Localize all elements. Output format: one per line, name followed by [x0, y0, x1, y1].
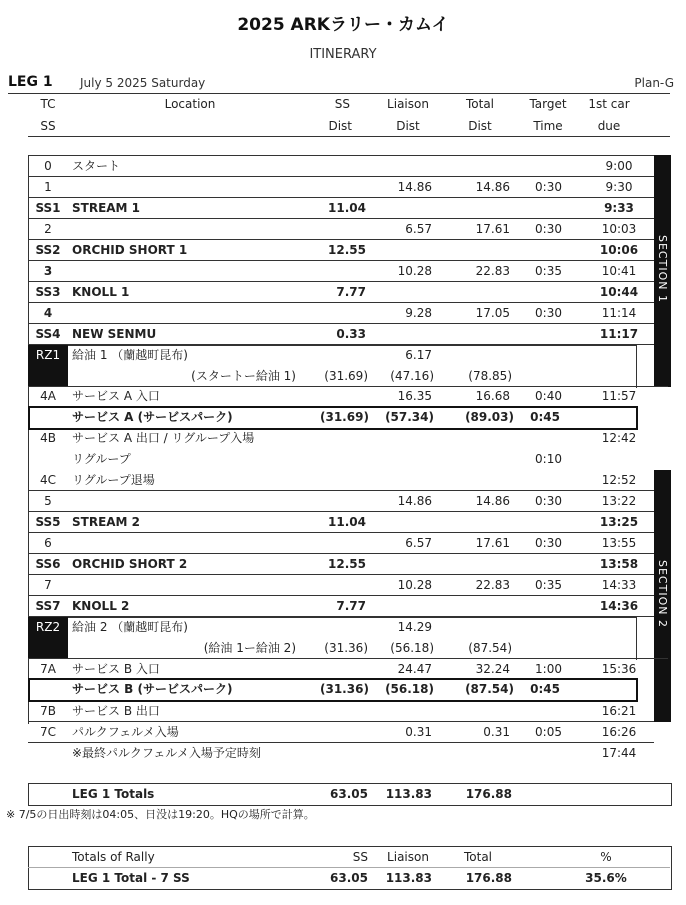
cell-fc: 13:55	[601, 536, 637, 550]
cell-ss	[324, 491, 366, 512]
table-row	[28, 449, 654, 470]
leg-totals-liaison: 113.83	[385, 787, 432, 801]
cell-li	[382, 596, 432, 617]
cell-li: 14.86	[397, 180, 432, 194]
table-row	[28, 659, 654, 680]
cell-tc: 4B	[40, 431, 56, 445]
cell-tc: 7A	[40, 662, 56, 676]
cell-ta: 0:30	[535, 536, 562, 550]
table-row	[28, 240, 654, 261]
cell-tc: SS6	[35, 557, 61, 571]
cell-to	[460, 554, 510, 575]
cell-fc: 10:03	[601, 222, 637, 236]
service-b-total: (87.54)	[465, 682, 514, 696]
cell-tc: 7B	[40, 704, 56, 718]
cell-ss	[324, 743, 366, 764]
service-a-location: サービス A (サービスパーク)	[72, 410, 233, 424]
cell-ss	[324, 261, 366, 282]
cell-ta	[528, 512, 562, 533]
service-b-location: サービス B (サービスパーク)	[72, 682, 233, 696]
cell-ta: 0:40	[535, 389, 562, 403]
leg-totals-total: 176.88	[465, 787, 512, 801]
rz1-location: 給油 1 （蘭越町昆布)	[72, 348, 188, 362]
cell-to: 17.61	[475, 536, 510, 550]
cell-ta: 0:10	[535, 452, 562, 466]
cell-li	[382, 743, 432, 764]
rz2-location: 給油 2 （蘭越町昆布)	[72, 620, 188, 634]
cell-to	[460, 324, 510, 345]
cell-loc	[72, 177, 322, 198]
table-row	[28, 596, 654, 617]
cell-li	[382, 701, 432, 722]
leg-totals-label: LEG 1 Totals	[72, 787, 155, 801]
cell-ta: 0:30	[535, 222, 562, 236]
table-row	[28, 324, 654, 345]
service-a-ss: (31.69)	[320, 410, 369, 424]
cell-tc: 7C	[39, 725, 56, 739]
rally-totals-label: LEG 1 Total - 7 SS	[72, 871, 190, 885]
cell-ss: 12.55	[328, 557, 366, 571]
cell-loc: STREAM 1	[72, 201, 141, 215]
cell-ss	[324, 177, 366, 198]
header-total: Total	[465, 97, 495, 111]
table-row	[28, 219, 654, 240]
leg-totals-ss: 63.05	[330, 787, 368, 801]
cell-fc: 14:33	[601, 578, 637, 592]
service-b-liaison: (56.18)	[385, 682, 434, 696]
table-row	[28, 575, 654, 596]
cell-li	[382, 470, 432, 491]
cell-ss	[324, 470, 366, 491]
cell-fc: 9:30	[605, 180, 633, 194]
table-row	[28, 303, 654, 324]
cell-to	[460, 198, 510, 219]
rally-totals-header-liaison: Liaison	[387, 850, 429, 864]
cell-ss	[324, 219, 366, 240]
header-tc: TC	[40, 97, 56, 111]
cell-ta	[528, 324, 562, 345]
service-a-liaison: (57.34)	[385, 410, 434, 424]
cell-li: 9.28	[405, 306, 432, 320]
cell-tc: SS3	[35, 285, 61, 299]
cell-loc: ※最終パルクフェルメ入場予定時刻	[72, 746, 261, 760]
cell-to	[460, 596, 510, 617]
table-row	[28, 470, 654, 491]
cell-tc: 6	[44, 536, 52, 550]
cell-ta	[528, 198, 562, 219]
section-2-bar	[654, 470, 671, 722]
rz2-tc: RZ2	[35, 620, 61, 634]
cell-ta	[528, 701, 562, 722]
cell-fc: 13:22	[601, 494, 637, 508]
header-bottom-rule	[28, 136, 670, 137]
cell-fc: 10:44	[599, 285, 639, 299]
cell-tc: 4C	[39, 473, 56, 487]
cell-ta	[528, 743, 562, 764]
cell-to: 0.31	[483, 725, 510, 739]
cell-fc: 13:25	[599, 515, 639, 529]
cell-li	[382, 428, 432, 449]
cell-li	[382, 240, 432, 261]
document-subtitle: ITINERARY	[309, 47, 377, 62]
cell-li: 10.28	[397, 578, 432, 592]
rz1-liaison: 6.17	[405, 348, 432, 362]
cell-ss: 7.77	[336, 285, 366, 299]
cell-fc: 12:52	[601, 473, 637, 487]
cell-tc: 0	[44, 159, 52, 173]
cell-fc: 9:33	[604, 201, 634, 215]
table-row	[28, 198, 654, 219]
rally-totals-pct: 35.6%	[585, 871, 627, 885]
cell-li: 6.57	[405, 536, 432, 550]
cell-tc: SS4	[35, 327, 61, 341]
cell-ta: 0:30	[535, 306, 562, 320]
cell-fc: 16:26	[601, 725, 637, 739]
cell-tc: 5	[44, 494, 52, 508]
rally-totals-header-pct: %	[600, 850, 612, 864]
cell-li	[382, 282, 432, 303]
cell-fc: 17:44	[601, 746, 637, 760]
cell-loc	[72, 303, 322, 324]
service-a-total: (89.03)	[465, 410, 514, 424]
cell-tc: SS5	[35, 515, 61, 529]
cell-loc	[72, 533, 322, 554]
rz1-sub-liaison: (47.16)	[390, 369, 434, 383]
cell-fc: 12:42	[601, 431, 637, 445]
cell-fc: 10:41	[601, 264, 637, 278]
cell-fc: 15:36	[601, 662, 637, 676]
rz2-sub-location: (給油 1ー給油 2)	[203, 641, 296, 655]
cell-ss	[324, 575, 366, 596]
leg-date: July 5 2025 Saturday	[80, 76, 206, 90]
cell-ta	[528, 554, 562, 575]
cell-ss	[324, 449, 366, 470]
rally-totals-header-ss: SS	[352, 850, 368, 864]
table-row	[28, 177, 654, 198]
cell-ta	[528, 240, 562, 261]
rz1-sub-location: (スタートー給油 1)	[191, 369, 296, 383]
cell-loc: サービス B 出口	[72, 704, 160, 718]
cell-to	[460, 156, 510, 177]
cell-loc: スタート	[72, 159, 121, 173]
cell-loc: サービス B 入口	[72, 662, 160, 676]
cell-tc	[28, 743, 68, 764]
cell-to: 16.68	[475, 389, 510, 403]
cell-tc: 1	[44, 180, 52, 194]
rally-totals-liaison: 113.83	[385, 871, 432, 885]
service-a-target: 0:45	[530, 410, 560, 424]
document-title: 2025 ARKラリー・カムイ	[237, 15, 449, 35]
cell-ss	[324, 156, 366, 177]
rally-totals-header-total: Total	[463, 850, 493, 864]
cell-loc: パルクフェルメ入場	[72, 725, 179, 739]
cell-ss	[324, 303, 366, 324]
cell-loc	[72, 491, 322, 512]
cell-fc	[588, 449, 650, 470]
rz1-sub-total: (78.85)	[468, 369, 512, 383]
table-row	[28, 386, 654, 407]
table-row	[28, 261, 654, 282]
cell-fc: 16:21	[601, 704, 637, 718]
cell-tc: 2	[44, 222, 52, 236]
cell-to: 17.61	[475, 222, 510, 236]
rally-totals-header-label: Totals of Rally	[72, 850, 155, 864]
cell-to: 14.86	[475, 180, 510, 194]
cell-fc: 13:58	[599, 557, 639, 571]
cell-li: 0.31	[405, 725, 432, 739]
header-ss-dist: SS	[334, 97, 350, 111]
cell-tc: 7	[44, 578, 52, 592]
footnote: ※ 7/5の日出時刻は04:05、日没は19:20。HQの場所で計算。	[6, 808, 315, 821]
cell-ta: 0:30	[535, 494, 562, 508]
cell-ss: 0.33	[336, 327, 366, 341]
table-row	[28, 554, 654, 575]
cell-li: 24.47	[397, 662, 432, 676]
table-row	[28, 722, 654, 743]
cell-li: 14.86	[397, 494, 432, 508]
header-ss: SS	[40, 119, 56, 133]
cell-ss	[324, 722, 366, 743]
cell-ta	[528, 596, 562, 617]
rz2-sub-ss: (31.36)	[324, 641, 368, 655]
cell-li	[382, 449, 432, 470]
cell-ta	[528, 282, 562, 303]
header-ss-dist-2: Dist	[328, 119, 352, 133]
cell-tc: 4A	[40, 389, 56, 403]
rz1-tc: RZ1	[35, 348, 61, 362]
cell-loc	[72, 575, 322, 596]
cell-ss: 7.77	[336, 599, 366, 613]
cell-li	[382, 156, 432, 177]
header-first-car-2: due	[597, 119, 621, 133]
cell-ss: 11.04	[328, 201, 366, 215]
cell-loc: サービス A 入口	[72, 389, 160, 403]
cell-ta	[528, 470, 562, 491]
cell-ss	[324, 659, 366, 680]
cell-tc: SS2	[35, 243, 61, 257]
cell-to	[460, 743, 510, 764]
cell-li: 6.57	[405, 222, 432, 236]
cell-to: 22.83	[475, 578, 510, 592]
cell-ta: 1:00	[535, 662, 562, 676]
cell-tc: 3	[43, 264, 53, 278]
cell-loc	[72, 261, 322, 282]
cell-ta: 0:35	[535, 578, 562, 592]
cell-li	[382, 554, 432, 575]
header-top-rule	[8, 93, 670, 94]
cell-loc: KNOLL 2	[72, 599, 130, 613]
cell-ss	[324, 386, 366, 407]
cell-to	[460, 428, 510, 449]
cell-fc: 11:17	[599, 327, 639, 341]
cell-tc: SS7	[35, 599, 61, 613]
table-row	[28, 428, 654, 449]
rz2-sub-total: (87.54)	[468, 641, 512, 655]
cell-loc: リグループ	[72, 452, 131, 466]
rz1-sub-ss: (31.69)	[324, 369, 368, 383]
cell-loc: リグループ退場	[72, 473, 155, 487]
cell-ss: 11.04	[328, 515, 366, 529]
cell-loc: ORCHID SHORT 1	[72, 243, 188, 257]
cell-fc: 9:00	[605, 159, 633, 173]
header-target: Target	[529, 97, 567, 111]
cell-ta: 0:05	[535, 725, 562, 739]
service-b-target: 0:45	[530, 682, 560, 696]
table-row	[28, 533, 654, 554]
cell-tc: SS1	[35, 201, 61, 215]
cell-li: 16.35	[397, 389, 432, 403]
cell-to: 22.83	[475, 264, 510, 278]
cell-li	[382, 324, 432, 345]
table-row	[28, 743, 654, 764]
cell-fc: 11:14	[601, 306, 637, 320]
cell-li: 10.28	[397, 264, 432, 278]
service-b-ss: (31.36)	[320, 682, 369, 696]
table-row	[28, 491, 654, 512]
rz2-liaison: 14.29	[397, 620, 432, 634]
cell-to	[460, 512, 510, 533]
section-1-label: SECTION 1	[656, 235, 669, 303]
table-row	[28, 701, 654, 722]
section-2-label: SECTION 2	[656, 560, 669, 628]
cell-ta: 0:30	[535, 180, 562, 194]
table-row	[28, 282, 654, 303]
cell-loc	[72, 219, 322, 240]
header-liaison: Liaison	[387, 97, 429, 111]
rally-totals-total: 176.88	[465, 871, 512, 885]
rally-totals-ss: 63.05	[330, 871, 368, 885]
cell-to: 32.24	[475, 662, 510, 676]
plan-label: Plan-G	[634, 76, 674, 90]
cell-to	[460, 470, 510, 491]
cell-loc: ORCHID SHORT 2	[72, 557, 188, 571]
cell-ta: 0:35	[535, 264, 562, 278]
cell-to	[460, 449, 510, 470]
cell-loc: NEW SENMU	[72, 327, 157, 341]
cell-loc: KNOLL 1	[72, 285, 130, 299]
cell-ss: 12.55	[328, 243, 366, 257]
cell-li	[382, 512, 432, 533]
cell-ss	[324, 428, 366, 449]
cell-ta	[528, 428, 562, 449]
cell-fc: 11:57	[601, 389, 637, 403]
cell-loc: STREAM 2	[72, 515, 141, 529]
rz2-sub-liaison: (56.18)	[390, 641, 434, 655]
table-row	[28, 156, 654, 177]
cell-to	[460, 240, 510, 261]
table-row	[28, 512, 654, 533]
cell-fc: 14:36	[599, 599, 639, 613]
header-first-car: 1st car	[588, 97, 630, 111]
leg-label: LEG 1	[8, 74, 53, 90]
cell-to: 14.86	[475, 494, 510, 508]
cell-li	[382, 198, 432, 219]
section-1-bar	[654, 155, 671, 387]
header-target-2: Time	[533, 119, 563, 133]
cell-ta	[528, 156, 562, 177]
cell-ss	[324, 533, 366, 554]
cell-to	[460, 701, 510, 722]
header-location: Location	[164, 97, 216, 111]
cell-loc: サービス A 出口 / リグループ入場	[72, 431, 255, 445]
header-liaison-2: Dist	[396, 119, 420, 133]
cell-tc: 4	[43, 306, 53, 320]
cell-ss	[324, 701, 366, 722]
cell-tc	[28, 449, 68, 470]
cell-to	[460, 282, 510, 303]
header-total-2: Dist	[468, 119, 492, 133]
cell-fc: 10:06	[599, 243, 639, 257]
cell-to: 17.05	[475, 306, 510, 320]
